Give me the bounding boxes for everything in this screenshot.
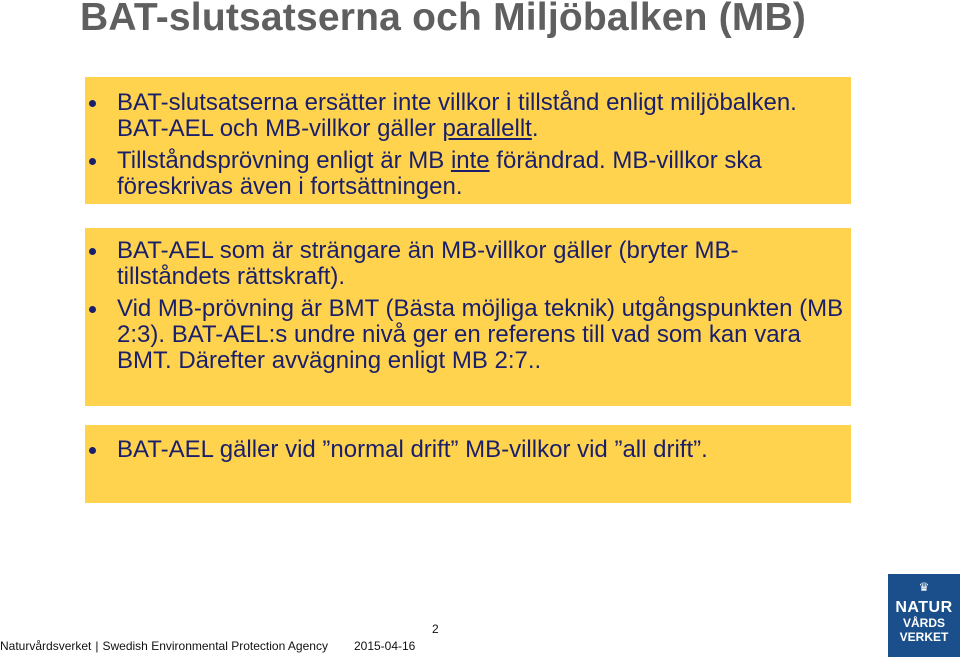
bullet-list-2	[85, 228, 851, 374]
footer-date: 2015-04-16	[353, 639, 416, 653]
highlight-box-3	[85, 425, 851, 503]
bullet-dot	[89, 100, 96, 107]
highlight-box-2	[85, 228, 851, 406]
bullet-text: BAT-AEL som är strängare än MB-villkor gäller (bryter MB-tillståndets rättskraft).	[117, 237, 739, 290]
bullet-item	[85, 90, 851, 142]
bullet-text: BAT-AEL gäller vid ”normal drift” MB-villkor vid ”all drift”.	[117, 436, 708, 463]
bullet-list-3	[85, 425, 851, 463]
bullet-item	[85, 296, 851, 374]
slide-title: BAT-slutsatserna och Miljöbalken (MB)	[80, 0, 807, 39]
bullet-text: förändrad. MB-villkor ska föreskrivas även i fortsättningen.	[117, 147, 762, 200]
naturvardsverket-logo	[888, 574, 960, 657]
bullet-text: .	[531, 115, 539, 142]
bullet-item	[85, 437, 851, 463]
underlined-word: parallellt	[442, 115, 532, 142]
footer-org: Naturvårdsverket	[0, 639, 92, 653]
bullet-text: Vid MB-prövning är BMT (Bästa möjliga teknik) utgångspunkten (MB 2:3). BAT-AEL:s undre nivå ger en referens till vad som kan vara BMT. Därefter avvägning enligt MB 2:7..	[117, 295, 844, 374]
bullet-dot	[89, 447, 96, 454]
underlined-word: inte	[450, 147, 490, 174]
bullet-item	[85, 148, 851, 200]
bullet-list-1	[85, 77, 851, 200]
footer-agency: Swedish Environmental Protection Agency	[102, 639, 328, 653]
footer	[0, 639, 415, 653]
logo-line-3: VERKET	[899, 630, 949, 644]
highlight-box-1	[85, 77, 851, 204]
crown-icon: ♛	[918, 580, 930, 594]
bullet-text: Tillståndsprövning enligt är MB	[117, 147, 451, 174]
bullet-text: BAT-slutsatserna ersätter inte villkor i tillstånd enligt miljöbalken. BAT-AEL och MB-villkor gäller	[117, 89, 797, 142]
bullet-item	[85, 238, 851, 290]
bullet-dot	[89, 248, 96, 255]
page-number: 2	[432, 622, 439, 636]
footer-separator: |	[95, 639, 99, 653]
logo-line-2: VÅRDS	[902, 616, 945, 630]
logo-line-1: NATUR	[895, 599, 953, 616]
bullet-dot	[89, 306, 96, 313]
bullet-dot	[89, 158, 96, 165]
